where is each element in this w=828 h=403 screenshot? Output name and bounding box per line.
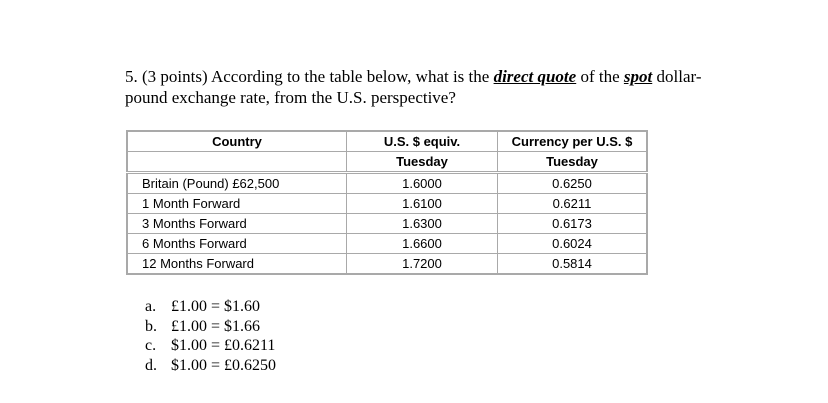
cell-currency-per-usd: 0.6024: [498, 234, 648, 254]
question-text: [125, 66, 725, 108]
cell-currency-per-usd: 0.5814: [498, 254, 648, 275]
cell-country: 6 Months Forward: [127, 234, 347, 254]
answer-choice-b[interactable]: [145, 317, 276, 337]
choice-text: $1.00 = £0.6250: [171, 356, 277, 374]
choice-text: £1.00 = $1.60: [171, 298, 261, 315]
table-row: [127, 194, 647, 214]
cell-usd-equiv: 1.7200: [347, 254, 498, 275]
cell-usd-equiv: 1.6100: [347, 194, 498, 214]
cell-usd-equiv: 1.6300: [347, 214, 498, 234]
subheader-currency-per-usd: Tuesday: [498, 152, 648, 173]
table-row: [127, 234, 647, 254]
cell-currency-per-usd: 0.6211: [498, 194, 648, 214]
cell-currency-per-usd: 0.6173: [498, 214, 648, 234]
cell-currency-per-usd: 0.6250: [498, 173, 648, 194]
question-prefix: 5. (3 points) According to the table below, what is the: [125, 67, 494, 86]
choice-letter: c.: [145, 337, 157, 354]
subheader-country: [127, 152, 347, 173]
header-usd-equiv: U.S. $ equiv.: [347, 131, 498, 152]
question-emphasis-spot: spot: [623, 67, 653, 86]
table-subheader-row: [127, 152, 647, 173]
choice-letter: a.: [145, 298, 157, 315]
answer-choice-a[interactable]: [145, 297, 276, 317]
cell-usd-equiv: 1.6000: [347, 173, 498, 194]
table-header-row: [127, 131, 647, 152]
cell-country: 1 Month Forward: [127, 194, 347, 214]
choice-letter: d.: [145, 356, 157, 374]
header-country: Country: [127, 131, 347, 152]
cell-usd-equiv: 1.6600: [347, 234, 498, 254]
question-emphasis-direct-quote: direct quote: [493, 67, 577, 86]
cell-country: 3 Months Forward: [127, 214, 347, 234]
exchange-rate-table: [126, 130, 648, 275]
cell-country: Britain (Pound) £62,500: [127, 173, 347, 194]
choice-text: £1.00 = $1.66: [171, 317, 261, 335]
table-row: [127, 254, 647, 275]
question-suffix: dollar-pound exchange rate, from the U.S. perspective?: [125, 67, 702, 107]
question-middle: of the: [576, 67, 624, 86]
cell-country: 12 Months Forward: [127, 254, 347, 275]
choice-letter: b.: [145, 317, 157, 335]
table-row: [127, 214, 647, 234]
answer-choice-c[interactable]: [145, 336, 276, 356]
table-row: [127, 173, 647, 194]
subheader-usd-equiv: Tuesday: [347, 152, 498, 173]
answer-choice-d[interactable]: [145, 356, 276, 376]
answer-choices: [145, 297, 276, 375]
choice-text: $1.00 = £0.6211: [171, 337, 276, 354]
header-currency-per-usd: Currency per U.S. $: [498, 131, 648, 152]
